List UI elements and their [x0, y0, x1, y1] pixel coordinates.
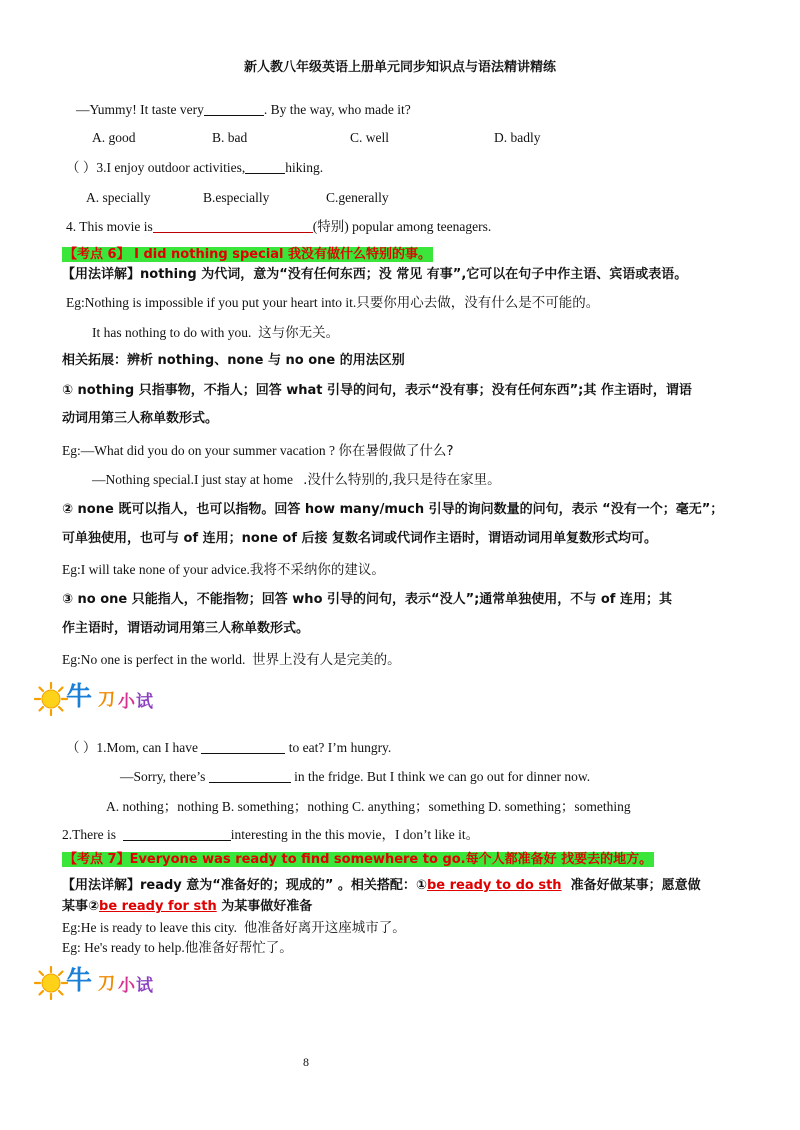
example-sentence: It has nothing to do with you. 这与你无关。 [92, 325, 340, 341]
option-d: D. badly [494, 130, 541, 145]
example-sentence: Eg:No one is perfect in the world. 世界上没有人是完美的。 [62, 652, 401, 668]
point-none-cont: 可单独使用，也可与 of 连用；none of 后接 复数名词或代词作主语时，谓语动词用单复数形式均可。 [62, 531, 658, 546]
point-nothing: ① nothing 只指事物，不指人；回答 what 引导的问句，表示“没有事；没有任何东西”;其 作主语时，谓语 [62, 383, 692, 398]
key-point-7: 【考点 7】Everyone was ready to find somewhere to go.每个人都准备好 找要去的地方。 [64, 852, 653, 867]
example-sentence: Eg:Nothing is impossible if you put your heart into it.只要你用心去做，没有什么是不可能的。 [66, 295, 600, 311]
page-number: 8 [303, 1055, 309, 1069]
example-sentence: Eg: He's ready to help.他准备好帮忙了。 [62, 940, 293, 956]
answer-blank[interactable] [123, 826, 231, 841]
usage-detail-cont: 某事②be ready for sth 为某事做好准备 [62, 899, 313, 914]
usage-detail: 【用法详解】ready 意为“准备好的；现成的” 。相关搭配：①be ready to do sth 准备好做某事；愿意做 [62, 878, 701, 893]
point-no-one-cont: 作主语时，谓语动词用第三人称单数形式。 [62, 621, 310, 636]
page-header: 新人教八年级英语上册单元同步知识点与语法精讲精练 [243, 60, 556, 75]
question-3: （ ）3.I enjoy outdoor activities, hiking. [66, 160, 324, 175]
example-sentence: Eg:—What did you do on your summer vacation ? 你在暑假做了什么? [62, 443, 454, 459]
niudao-xiaoshi-banner: 牛 刀 小 试 [34, 680, 164, 720]
question-4: 4. This movie is (特别) popular among teenagers. [66, 219, 492, 234]
option-a: A. good [92, 130, 136, 145]
niudao-xiaoshi-banner: 牛 刀 小 试 [34, 964, 164, 1004]
point-no-one: ③ no one 只能指人，不能指物；回答 who 引导的问句，表示“没人”;通常单独使用，不与 of 连用；其 [62, 592, 672, 607]
question-line: —Yummy! It taste very . By the way, who made it? [76, 102, 411, 117]
example-sentence: Eg:I will take none of your advice.我将不采纳你的建议。 [62, 562, 385, 578]
sun-icon [34, 966, 68, 1000]
option-b: B. bad [212, 130, 248, 145]
point-nothing-cont: 动词用第三人称单数形式。 [62, 411, 219, 426]
exercise-1-reply: —Sorry, there’s in the fridge. But I think we can go out for dinner now. [120, 769, 591, 784]
answer-blank[interactable] [204, 101, 264, 116]
answer-blank[interactable] [209, 768, 291, 783]
answer-blank[interactable] [245, 159, 285, 174]
option-c: C.generally [326, 190, 389, 205]
extension-heading: 相关拓展：辨析 nothing、none 与 no one 的用法区别 [62, 353, 405, 368]
example-sentence: Eg:He is ready to leave this city. 他准备好离开这座城市了。 [62, 920, 406, 936]
usage-detail: 【用法详解】nothing 为代词，意为“没有任何东西；没 常见 有事”,它可以在句子中作主语、宾语或表语。 [62, 267, 688, 282]
key-point-6: 【考点 6】 I did nothing special 我没有做什么特别的事。 [64, 247, 432, 262]
sun-icon [34, 682, 68, 716]
option-a: A. specially [86, 190, 151, 205]
exercise-1: （ ）1.Mom, can I have to eat? I’m hungry. [66, 740, 392, 755]
exercise-2: 2.There is interesting in the this movie，I don’t like it。 [62, 827, 480, 842]
answer-blank[interactable] [201, 739, 285, 754]
exercise-1-options: A. nothing；nothing B. something；nothing C. anything；something D. something；something [106, 799, 631, 814]
point-none: ② none 既可以指人，也可以指物。回答 how many/much 引导的询问数量的问句，表示 “没有一个；毫无”； [62, 502, 724, 517]
example-sentence: —Nothing special.I just stay at home .没什么特别的,我只是待在家里。 [92, 472, 501, 488]
option-c: C. well [350, 130, 389, 145]
option-b: B.especially [203, 190, 270, 205]
answer-blank[interactable] [153, 218, 313, 233]
